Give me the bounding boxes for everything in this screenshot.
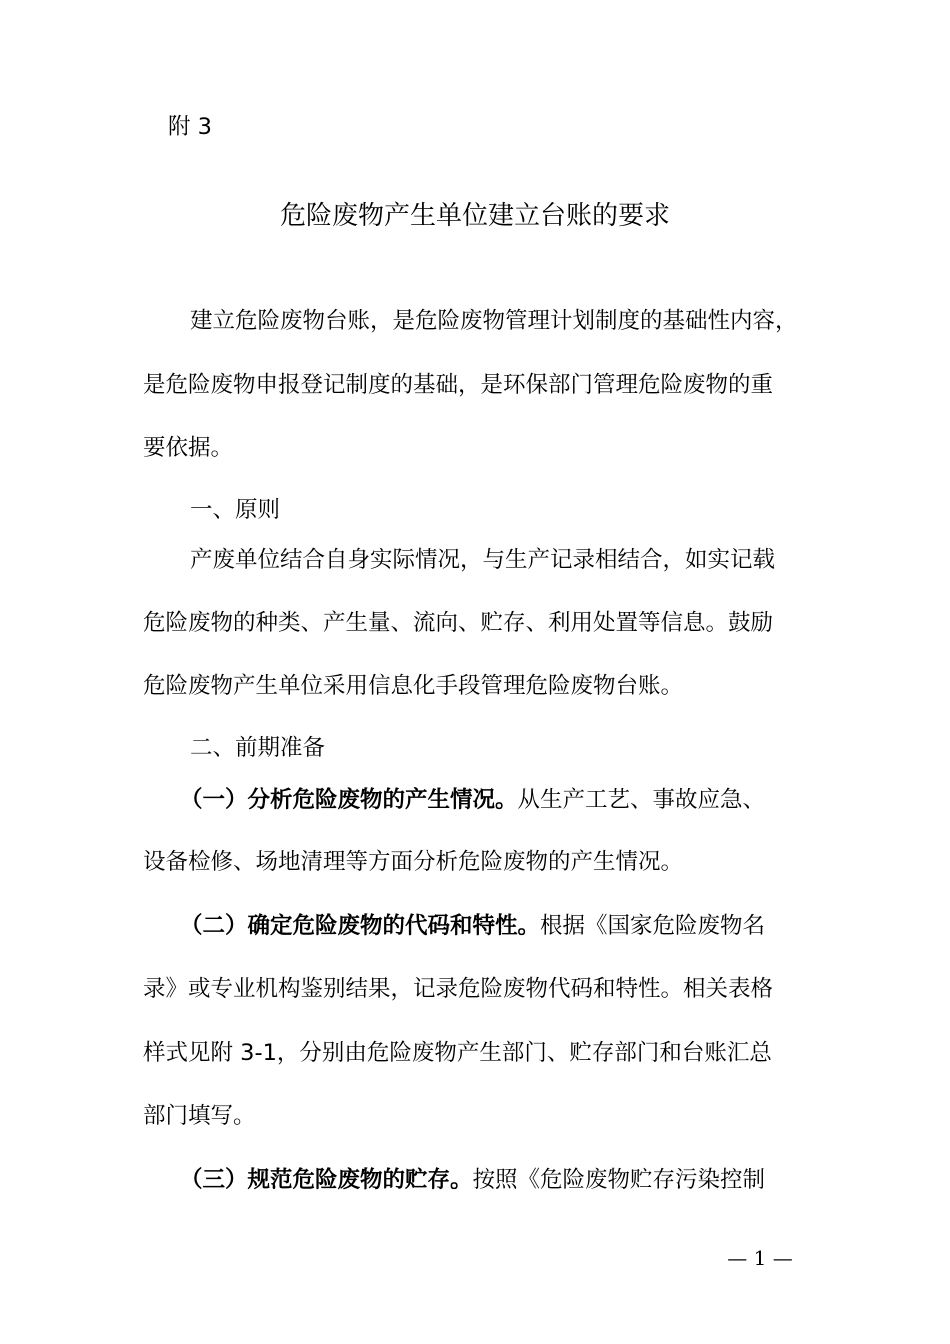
item-2-line-3: 样式见附 3-1，分别由危险废物产生部门、贮存部门和台账汇总 bbox=[143, 1040, 772, 1066]
item-2-line-2: 录》或专业机构鉴别结果，记录危险废物代码和特性。相关表格 bbox=[143, 976, 774, 1002]
item-2-title: （二）确定危险废物的代码和特性。 bbox=[180, 913, 541, 939]
principles-line-2: 危险废物的种类、产生量、流向、贮存、利用处置等信息。鼓励 bbox=[143, 610, 774, 636]
page-number: — 1 — bbox=[727, 1246, 793, 1270]
item-3-title: （三）规范危险废物的贮存。 bbox=[180, 1167, 473, 1193]
section-heading-preparation: 二、前期准备 bbox=[190, 735, 326, 761]
intro-line-1: 建立危险废物台账，是危险废物管理计划制度的基础性内容， bbox=[190, 308, 798, 334]
intro-line-3: 要依据。 bbox=[143, 435, 234, 461]
item-2-line-1 bbox=[180, 910, 860, 942]
item-2-text: 根据《国家危险废物名 bbox=[540, 913, 766, 939]
attachment-label: 附 3 bbox=[168, 114, 212, 140]
document-title: 危险废物产生单位建立台账的要求 bbox=[279, 201, 670, 231]
item-1-text: 从生产工艺、事故应急、 bbox=[517, 787, 766, 813]
principles-line-3: 危险废物产生单位采用信息化手段管理危险废物台账。 bbox=[143, 673, 684, 699]
item-1-line-1 bbox=[180, 784, 860, 816]
section-heading-principles: 一、原则 bbox=[190, 497, 281, 523]
principles-line-1: 产废单位结合自身实际情况，与生产记录相结合，如实记载 bbox=[190, 547, 776, 573]
item-3-line-1 bbox=[180, 1164, 860, 1196]
intro-line-2: 是危险废物申报登记制度的基础，是环保部门管理危险废物的重 bbox=[143, 372, 774, 398]
item-1-line-2: 设备检修、场地清理等方面分析危险废物的产生情况。 bbox=[143, 849, 684, 875]
item-1-title: （一）分析危险废物的产生情况。 bbox=[180, 787, 518, 813]
item-2-line-4: 部门填写。 bbox=[143, 1103, 256, 1129]
item-3-text: 按照《危险废物贮存污染控制 bbox=[472, 1167, 766, 1193]
